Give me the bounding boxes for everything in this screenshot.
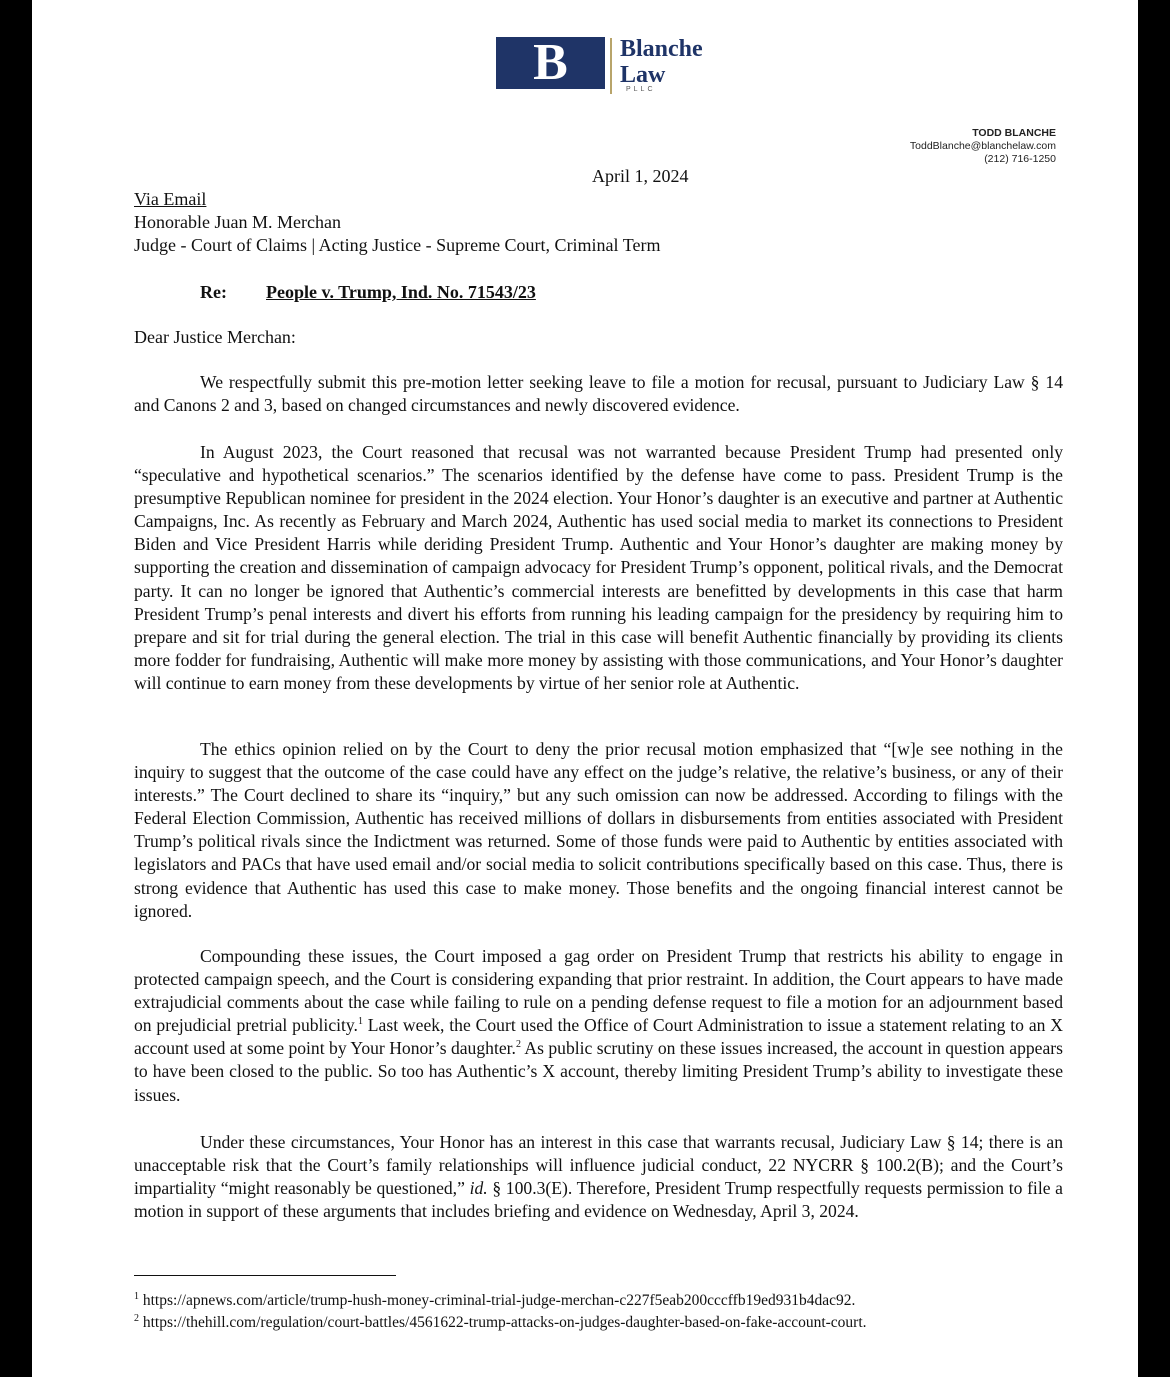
sender-email: ToddBlanche@blanchelaw.com	[909, 140, 1056, 152]
logo-pllc: PLLC	[626, 86, 656, 93]
paragraph-5-b: § 100.3(E). Therefore, President Trump respectfully requests permission to file a motion in support of these arguments that includes briefing and evidence on Wednesday, April 3, 2024.	[134, 1178, 1063, 1222]
paragraph-5	[134, 1131, 1063, 1223]
footnote-1-num: 1	[134, 1291, 139, 1302]
paragraph-4	[134, 945, 1063, 1107]
paragraph-3: The ethics opinion relied on by the Court to deny the prior recusal motion emphasized that “[w]e see nothing in the inquiry to suggest that the outcome of the case could have any effect on the judge’s relative, the relative’s business, or any of their interests.” The Court declined to share its “inquiry,” but any such omission can now be addressed. According to filings with the Federal Election Commission, Authentic has received millions of dollars in disbursements from entities associated with President Trump’s political rivals since the Indictment was returned. Some of those funds were paid to Authentic by entities associated with legislators and PACs that have used email and/or social media to solicit contributions specifically based on this case. Thus, there is strong evidence that Authentic has used this case to make money. Those benefits and the ongoing financial interest cannot be ignored.	[134, 739, 1063, 921]
sender-phone: (212) 716-1250	[984, 153, 1056, 165]
address-block	[134, 188, 1034, 257]
paragraph-4-c: As public scrutiny on these issues increased, the account in question appears to have been closed to the public. So too has Authentic’s X account, thereby limiting President Trump’s ability to investigate these issues.	[134, 1038, 1063, 1105]
paragraph-2: In August 2023, the Court reasoned that recusal was not warranted because President Trump had presented only “speculative and hypothetical scenarios.” The scenarios identified by the defense have come to pass. President Trump is the presumptive Republican nominee for president in the 2024 election. Your Honor’s daughter is an executive and partner at Authentic Campaigns, Inc. As recently as February and March 2024, Authentic has used social media to market its connections to President Biden and Vice President Harris while deriding President Trump. Authentic and Your Honor’s daughter are making money by supporting the creation and dissemination of campaign advocacy for President Trump’s opponent, political rivals, and the Democrat party. It can no longer be ignored that Authentic’s commercial interests are benefitted by developments in this case that harm President Trump’s penal interests and divert his efforts from running his leading campaign for the presidency by requiring him to prepare and sit for trial during the general election. The trial in this case will benefit Authentic financially by providing its clients more fodder for fundraising, Authentic will make more money by assisting with those communications, and Your Honor’s daughter will continue to earn money from these developments by virtue of her senior role at Authentic.	[134, 442, 1063, 693]
re-line	[200, 281, 536, 304]
salutation: Dear Justice Merchan:	[134, 327, 296, 347]
letter-date: April 1, 2024	[592, 166, 689, 186]
footnote-2	[134, 1309, 867, 1333]
recipient-title: Judge - Court of Claims | Acting Justice - Supreme Court, Criminal Term	[134, 235, 661, 255]
letter-page	[32, 0, 1138, 1377]
paragraph-4-a: Compounding these issues, the Court imposed a gag order on President Trump that restricts his ability to engage in protected campaign speech, and the Court is considering expanding that prior restraint. In addition, the Court appears to have made extrajudicial comments about the case while failing to rule on a pending defense request to file a motion for an adjournment based on prejudicial pretrial publicity.	[134, 946, 1063, 1036]
footnote-2-num: 2	[134, 1313, 139, 1324]
delivery-method: Via Email	[134, 189, 207, 209]
footnote-1	[134, 1287, 855, 1311]
re-label: Re:	[200, 282, 227, 302]
recipient-name: Honorable Juan M. Merchan	[134, 212, 341, 232]
footnote-ref-1: 1	[357, 1016, 363, 1028]
footnote-2-text: https://thehill.com/regulation/court-battles/4561622-trump-attacks-on-judges-daughter-based-on-fake-account-court.	[139, 1314, 867, 1332]
paragraph-1: We respectfully submit this pre-motion letter seeking leave to file a motion for recusal, pursuant to Judiciary Law § 14 and Canons 2 and 3, based on changed circumstances and newly discovered evidence.	[134, 372, 1063, 416]
paragraph-5-a: Under these circumstances, Your Honor has an interest in this case that warrants recusal, Judiciary Law § 14; there is an unacceptable risk that the Court’s family relationships will influence judicial conduct, 22 NYCRR § 100.2(B); and the Court’s impartiality “might reasonably be questioned,”	[134, 1132, 1063, 1199]
paragraph-4-b: Last week, the Court used the Office of Court Administration to issue a statement relating to an X account used at some point by Your Honor’s daughter.	[134, 1015, 1063, 1059]
sender-block	[910, 127, 1056, 166]
logo-divider	[610, 38, 612, 94]
logo-b-mark: B	[496, 37, 605, 89]
footnote-ref-2: 2	[515, 1039, 521, 1051]
sender-name: TODD BLANCHE	[972, 127, 1056, 139]
logo-wordmark	[620, 36, 760, 88]
footnote-1-text: https://apnews.com/article/trump-hush-money-criminal-trial-judge-merchan-c227f5eab200cccffb19ed931b4dac92.	[139, 1292, 856, 1310]
re-case: People v. Trump, Ind. No. 71543/23	[266, 282, 536, 302]
logo-name-line2: Law	[620, 62, 666, 88]
paragraph-5-id: id.	[469, 1178, 488, 1199]
footnote-divider	[134, 1275, 396, 1276]
logo-name-line1: Blanche	[620, 36, 703, 62]
